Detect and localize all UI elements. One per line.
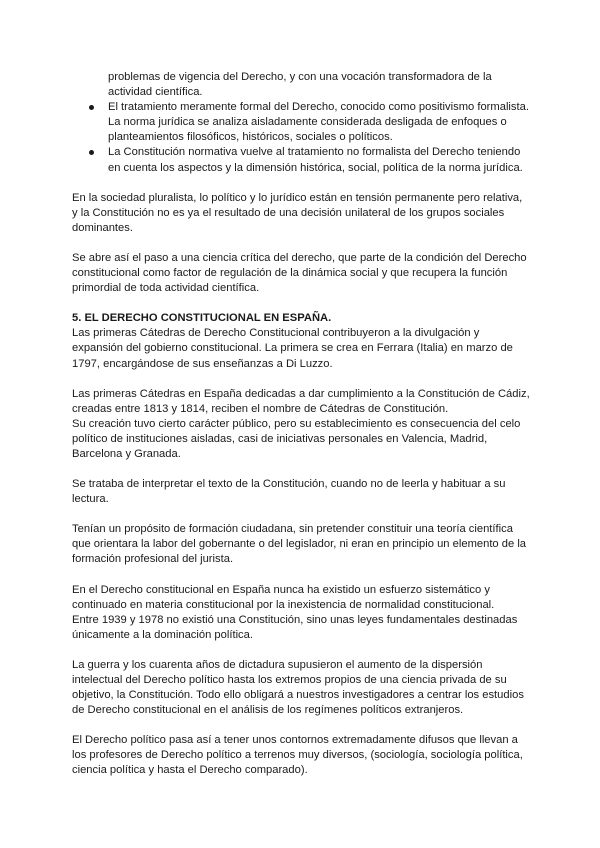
paragraph-civic-formation: Tenían un propósito de formación ciudadana, sin pretender constituir una teoría científica que orientara la labor del gobernante o del legislador, ni eran en principio un elemento de la formación profesional del jurista. (72, 523, 527, 566)
paragraph-war-dictatorship: La guerra y los cuarenta años de dictadura supusieron el aumento de la dispersión intelectual del Derecho político hasta los extremos propios de una ciencia privada de su objetivo, la Constitución. Todo ello obligará a nuestros investigadores a centrar los estudios de Derecho constitucional en el análisis de los regímenes políticos extranjeros. (72, 658, 524, 717)
bullet-item-normative-constitution (72, 145, 530, 175)
bullet-text: El tratamiento meramente formal del Derecho, conocido como positivismo formalista. La norma jurídica se analiza aisladamente considerada desligada de enfoques o planteamientos filosóficos, históricos, sociales o políticos. (108, 101, 529, 144)
section-heading: 5. EL DERECHO CONSTITUCIONAL EN ESPAÑA. (72, 312, 332, 325)
bullet-dot-icon (89, 150, 94, 155)
bullet-dot-icon (89, 105, 94, 110)
bullet-item-formalism (72, 100, 530, 145)
bullet-text: La Constitución normativa vuelve al tratamiento no formalista del Derecho teniendo en cuenta los aspectos y la dimensión histórica, social, política de la norma jurídica. (108, 146, 523, 174)
paragraph-chairs-creation: Su creación tuvo cierto carácter público, pero su establecimiento es consecuencia del celo político de instituciones aisladas, casi de iniciativas personales en Valencia, Madrid, Barcelona y Granada. (72, 417, 521, 460)
paragraph-no-systematic-effort: En el Derecho constitucional en España nunca ha existido un esfuerzo sistemático y continuado en materia constitucional por la inexistencia de normalidad constitucional. (72, 583, 495, 611)
paragraph-1939-1978: Entre 1939 y 1978 no existió una Constitución, sino unas leyes fundamentales destinadas únicamente a la dominación política. (72, 613, 518, 641)
paragraph-first-chairs: Las primeras Cátedras de Derecho Constitucional contribuyeron a la divulgación y expansión del gobierno constitucional. La primera se crea en Ferrara (Italia) en marzo de 1797, encargándose de sus enseñanzas a Di Luzzo. (72, 327, 513, 370)
paragraph-critical-science: Se abre así el paso a una ciencia crítica del derecho, que parte de la condición del Derecho constitucional como factor de regulación de la dinámica social y que recupera la función primordial de toda actividad científica. (72, 251, 527, 295)
bullet-continuation-text: problemas de vigencia del Derecho, y con una vocación transformadora de la actividad científica. (108, 71, 492, 99)
paragraph-pluralist-society: En la sociedad pluralista, lo político y lo jurídico están en tensión permanente pero relativa, y la Constitución no es ya el resultado de una decisión unilateral de los grupos sociales dominantes. (72, 191, 523, 234)
paragraph-diffuse-contours: El Derecho político pasa así a tener unos contornos extremadamente difusos que llevan a los profesores de Derecho político a terrenos muy diversos, (sociología, sociología política, ciencia política y hasta el Derecho comparado). (72, 734, 523, 777)
paragraph-interpretation: Se trataba de interpretar el texto de la Constitución, cuando no de leerla y habituar a su lectura. (72, 478, 506, 506)
paragraph-spain-chairs: Las primeras Cátedras en España dedicadas a dar cumplimiento a la Constitución de Cádiz, creadas entre 1813 y 1814, reciben el nombre de Cátedras de Constitución. (72, 387, 530, 415)
bullet-list (72, 100, 530, 175)
page-content (72, 70, 530, 779)
